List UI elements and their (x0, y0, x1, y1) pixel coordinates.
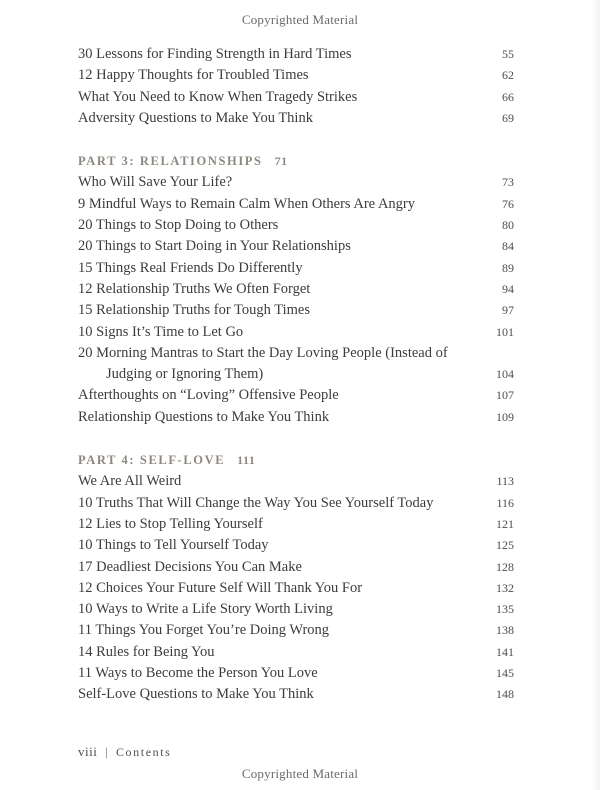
toc-entry-page-number: 107 (496, 388, 514, 403)
toc-entry-title-line: 12 Happy Thoughts for Troubled Times (78, 67, 309, 84)
toc-entry-page-number: 101 (496, 324, 514, 339)
toc-entry (78, 322, 514, 343)
toc-entry-page-number: 69 (502, 110, 514, 125)
toc-entry-title-line: Relationship Questions to Make You Think (78, 408, 330, 425)
toc-entry-page-number: 145 (496, 666, 514, 681)
toc-entry-title-line: 15 Relationship Truths for Tough Times (78, 302, 310, 319)
toc-entry-page-number: 104 (496, 367, 514, 382)
toc-entry-title-line: 11 Ways to Become the Person You Love (78, 665, 318, 682)
toc-entry-page-number: 66 (502, 89, 514, 104)
toc-entry-page-number: 128 (496, 559, 514, 574)
toc-entry-title (78, 535, 488, 556)
page-footer (78, 744, 171, 760)
toc-entry (78, 385, 514, 406)
footer-section-label: Contents (115, 745, 172, 759)
toc-entry-title (78, 322, 488, 343)
toc-entry-title-line: Afterthoughts on “Loving” Offensive People (78, 387, 339, 404)
toc-entry (78, 194, 514, 215)
toc-entry (78, 493, 514, 514)
toc-entry-page-number: 55 (502, 47, 514, 61)
toc-entry-title (78, 578, 488, 599)
toc-entry-title-line: 20 Morning Mantras to Start the Day Loving People (Instead of (78, 344, 448, 361)
toc-entry (78, 684, 514, 705)
toc-entry-title-line: 20 Things to Stop Doing to Others (78, 217, 279, 234)
toc-entry-title-line: 12 Choices Your Future Self Will Thank You For (78, 579, 363, 596)
toc-entry-title-line: 10 Truths That Will Change the Way You See Yourself Today (78, 494, 434, 511)
toc-entry-page-number: 62 (502, 68, 514, 83)
toc-entry-title (78, 258, 488, 279)
copyright-notice-top: Copyrighted Material (241, 12, 359, 27)
toc-entry-page-number: 132 (496, 580, 514, 595)
toc-entry (78, 300, 514, 321)
toc-entry-title-line: 11 Things You Forget You’re Doing Wrong (78, 622, 330, 639)
toc-entry-title (78, 663, 488, 684)
toc-section-heading (78, 151, 514, 172)
toc-entry-title (78, 87, 488, 108)
toc-entry-title (78, 620, 488, 641)
toc-entry-title (78, 236, 488, 257)
toc-entry-page-number: 121 (496, 516, 514, 531)
toc-entry-title-line: 10 Things to Tell Yourself Today (78, 537, 269, 554)
toc-entry-title (78, 215, 488, 236)
toc-entry-title (78, 44, 488, 65)
toc-entry-page-number: 138 (496, 623, 514, 638)
toc-entry (78, 172, 514, 193)
toc-section-heading-page-number: 71 (274, 154, 288, 169)
toc-entry-page-number: 141 (496, 644, 514, 659)
toc-entry-title-line: Self-Love Questions to Make You Think (78, 686, 314, 703)
toc-entry-title (78, 471, 488, 492)
toc-entry-title (78, 407, 488, 428)
toc-entry-title (78, 172, 488, 193)
toc-entry (78, 279, 514, 300)
toc-entry-title-line: 12 Relationship Truths We Often Forget (78, 280, 311, 297)
toc-entry-title (78, 343, 488, 386)
toc-entry-title (78, 385, 488, 406)
toc-section-heading (78, 450, 514, 471)
toc-entry (78, 407, 514, 428)
toc-entry (78, 663, 514, 684)
toc-entry (78, 557, 514, 578)
toc-entry (78, 258, 514, 279)
toc-entry-page-number: 125 (496, 538, 514, 553)
toc-entry-title-line: 9 Mindful Ways to Remain Calm When Others Are Angry (78, 195, 415, 212)
toc-entry-page-number: 109 (496, 409, 514, 424)
toc-entry (78, 514, 514, 535)
toc-entry-title (78, 599, 488, 620)
toc-entry-title-line: We Are All Weird (78, 473, 182, 490)
toc-entry (78, 599, 514, 620)
toc-section-heading-label: PART 3: RELATIONSHIPS (78, 154, 263, 169)
toc-entry-page-number: 76 (502, 196, 514, 211)
toc-entry-title-wrapped-line: Judging or Ignoring Them) (106, 366, 264, 383)
toc-entry (78, 236, 514, 257)
toc-entry-title-line: 30 Lessons for Finding Strength in Hard Times (78, 46, 352, 62)
toc-entry-title (78, 279, 488, 300)
toc-entry-page-number: 116 (496, 495, 514, 510)
toc-entry-title-line: 20 Things to Start Doing in Your Relationships (78, 238, 351, 255)
toc-entry-page-number: 80 (502, 218, 514, 233)
toc-entry-title-line: 17 Deadliest Decisions You Can Make (78, 558, 302, 575)
toc-entry-title-line: 14 Rules for Being You (78, 643, 215, 660)
toc-entry-page-number: 97 (502, 303, 514, 318)
toc-entry-page-number: 113 (496, 474, 514, 489)
toc-entry (78, 65, 514, 86)
toc-entry (78, 343, 514, 386)
toc-entry-title-line: What You Need to Know When Tragedy Strikes (78, 88, 358, 105)
toc-entry-title-line: Who Will Save Your Life? (78, 174, 233, 191)
toc-entry-page-number: 148 (496, 687, 514, 702)
folio-page-number: viii (78, 744, 98, 759)
toc-entry-page-number: 94 (502, 281, 514, 296)
toc-section-heading-page-number: 111 (237, 453, 256, 468)
toc-entry (78, 578, 514, 599)
table-of-contents (78, 44, 514, 706)
toc-entry-page-number: 135 (496, 602, 514, 617)
toc-entry-title-line: 10 Signs It’s Time to Let Go (78, 323, 244, 340)
toc-entry (78, 215, 514, 236)
toc-entry (78, 471, 514, 492)
toc-entry-title-line: 10 Ways to Write a Life Story Worth Living (78, 601, 333, 618)
toc-entry-title-line: 12 Lies to Stop Telling Yourself (78, 515, 263, 532)
toc-entry (78, 535, 514, 556)
toc-entry-title-line: Adversity Questions to Make You Think (78, 109, 313, 126)
toc-entry (78, 44, 514, 65)
toc-section-heading-label: PART 4: SELF-LOVE (78, 453, 226, 468)
toc-entry-title (78, 194, 488, 215)
toc-entry-title-line: 15 Things Real Friends Do Differently (78, 259, 303, 276)
toc-entry-page-number: 89 (502, 260, 514, 275)
toc-entry-title (78, 493, 488, 514)
toc-entry-title (78, 684, 488, 705)
toc-entry-title (78, 108, 488, 129)
toc-entry (78, 620, 514, 641)
copyright-notice-bottom: Copyrighted Material (241, 766, 359, 781)
footer-separator: | (105, 744, 108, 759)
toc-entry-title (78, 557, 488, 578)
toc-entry-page-number: 84 (502, 239, 514, 254)
toc-entry-title (78, 514, 488, 535)
toc-entry (78, 87, 514, 108)
toc-entry-title (78, 65, 488, 86)
toc-entry (78, 108, 514, 129)
toc-entry-title (78, 300, 488, 321)
toc-entry (78, 642, 514, 663)
toc-entry-page-number: 73 (502, 175, 514, 190)
toc-entry-title (78, 642, 488, 663)
